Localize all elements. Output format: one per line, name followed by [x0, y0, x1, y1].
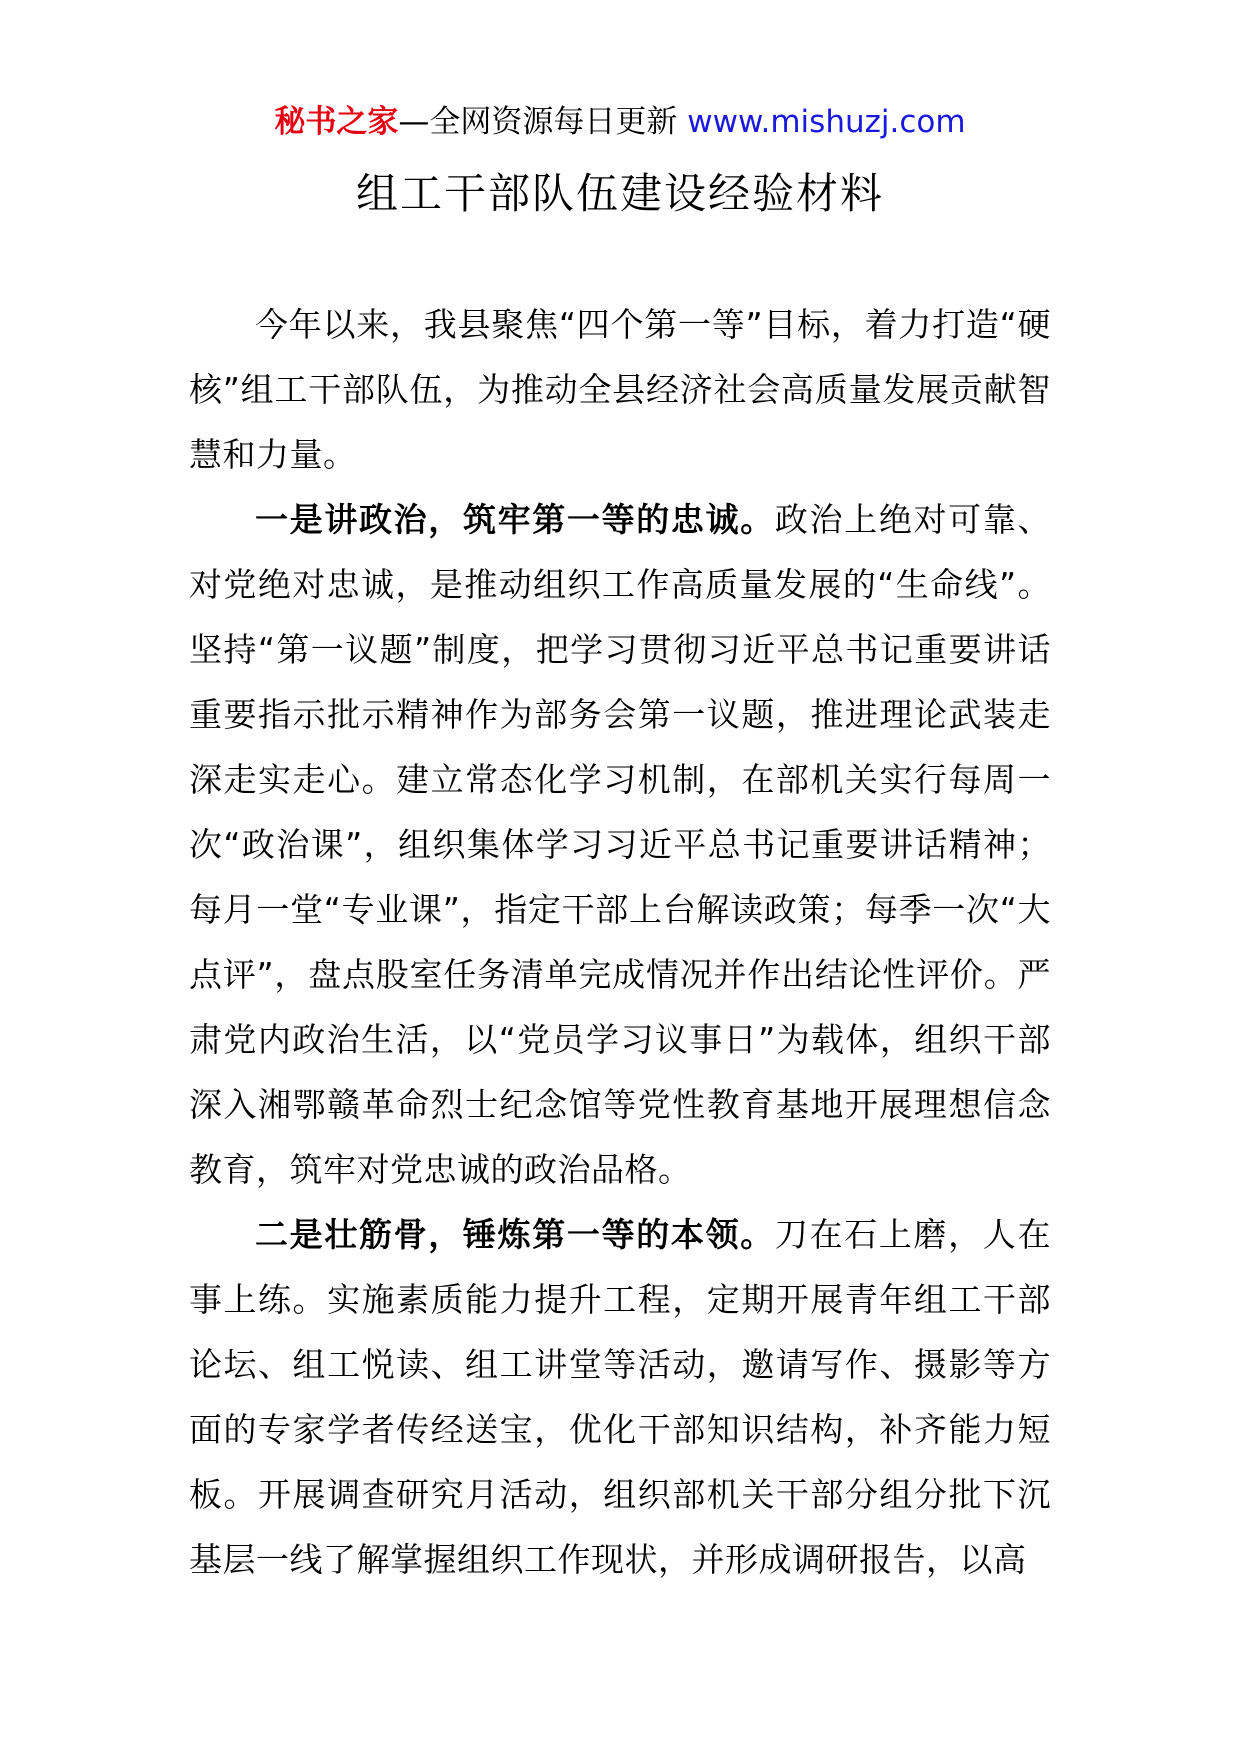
- paragraph-lead: 二是壮筋骨，锤炼第一等的本领。: [255, 1215, 775, 1254]
- document-title: 组工干部队伍建设经验材料: [355, 169, 884, 218]
- paragraph-skills: [189, 1202, 1051, 1592]
- paragraph-lead: 一是讲政治，筑牢第一等的忠诚。: [255, 500, 775, 539]
- site-url-link[interactable]: www.mishuzj.com: [687, 104, 966, 140]
- site-brand: 秘书之家: [274, 104, 399, 140]
- paragraph-text: 政治上绝对可靠、对党绝对忠诚，是推动组织工作高质量发展的“生命线”。坚持“第一议题”制度，把学习贯彻习近平总书记重要讲话重要指示批示精神作为部务会第一议题，推进理论武装走深走实走心。建立常态化学习机制，在部机关实行每周一次“政治课”，组织集体学习习近平总书记重要讲话精神；每月一堂“专业课”，指定干部上台解读政策；每季一次“大点评”，盘点股室任务清单完成情况并作出结论性评价。严肃党内政治生活，以“党员学习议事日”为载体，组织干部深入湘鄂赣革命烈士纪念馆等党性教育基地开展理想信念教育，筑牢对党忠诚的政治品格。: [189, 500, 1052, 1189]
- document-body: [189, 292, 1051, 1592]
- site-header: [0, 100, 1240, 144]
- paragraph-text: 今年以来，我县聚焦“四个第一等”目标，着力打造“硬核”组工干部队伍，为推动全县经济社会高质量发展贡献智慧和力量。: [189, 305, 1051, 474]
- site-tagline: —全网资源每日更新: [398, 104, 688, 140]
- paragraph-text: 刀在石上磨，人在事上练。实施素质能力提升工程，定期开展青年组工干部论坛、组工悦读、组工讲堂等活动，邀请写作、摄影等方面的专家学者传经送宝，优化干部知识结构，补齐能力短板。开展调查研究月活动，组织部机关干部分组分批下沉基层一线了解掌握组织工作现状，并形成调研报告，以高: [189, 1215, 1052, 1579]
- paragraph-intro: [189, 292, 1051, 487]
- paragraph-politics: [189, 487, 1051, 1202]
